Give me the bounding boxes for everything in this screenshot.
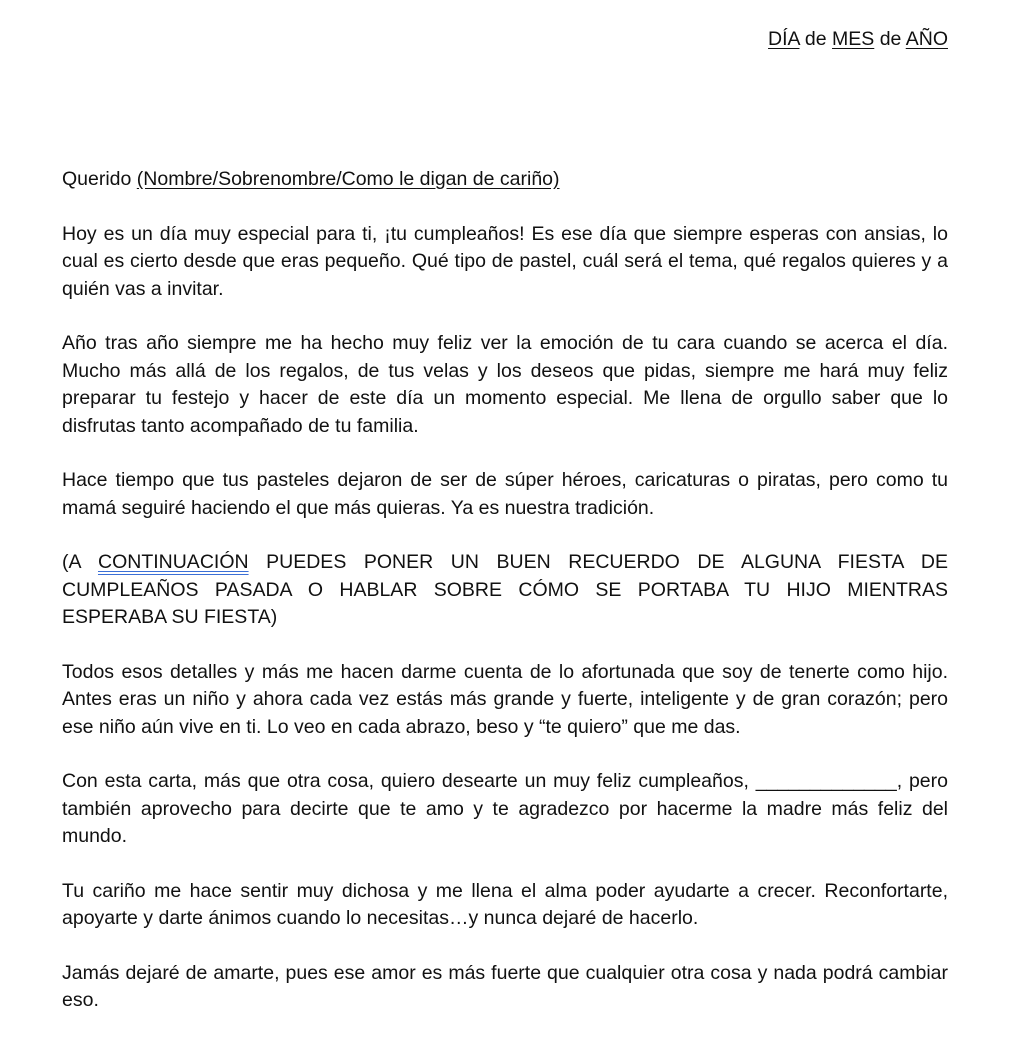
paragraph-emotion: Año tras año siempre me ha hecho muy feliz ver la emoción de tu cara cuando se acerca el día. Mucho más allá de los regalos, de tus velas y los deseos que pidas, siempre me hará muy feliz preparar tu festejo y hacer de este día un momento especial. Me llena de orgullo saber que lo disfrutas tanto acompañado de tu familia.	[62, 332, 948, 437]
instruction-rest: PUEDES PONER UN BUEN RECUERDO DE ALGUNA FIESTA DE CUMPLEAÑOS PASADA O HABLAR SOBRE CÓMO SE PORTABA TU HIJO MIENTRAS ESPERABA SU FIESTA)	[62, 551, 948, 628]
instruction-open: (A	[62, 551, 98, 573]
paragraph-closing: Jamás dejaré de amarte, pues ese amor es más fuerte que cualquier otra cosa y nada podrá cambiar eso.	[62, 961, 948, 1011]
letter-body	[62, 166, 948, 1042]
spellcheck-flagged-word: CONTINUACIÓN	[97, 551, 249, 573]
date-line	[768, 26, 948, 52]
wish-after: pero también aprovecho para decirte que te amo y te agradezco por hacerme la madre más feliz del mundo.	[62, 770, 948, 847]
date-sep-2: de	[874, 28, 906, 50]
paragraph-wish	[62, 768, 948, 851]
date-year: AÑO	[905, 28, 948, 50]
instruction-paragraph	[62, 549, 948, 632]
paragraph-tradition: Hace tiempo que tus pasteles dejaron de ser de súper héroes, caricaturas o piratas, pero como tu mamá seguiré haciendo el que más quieras. Ya es nuestra tradición.	[62, 469, 948, 519]
date-sep-1: de	[799, 28, 833, 50]
paragraph-affection: Tu cariño me hace sentir muy dichosa y me llena el alma poder ayudarte a crecer. Reconfortarte, apoyarte y darte ánimos cuando lo necesitas…y nunca dejaré de hacerlo.	[62, 879, 948, 929]
paragraph-details: Todos esos detalles y más me hacen darme cuenta de lo afortunada que soy de tenerte como hijo. Antes eras un niño y ahora cada vez estás más grande y fuerte, inteligente y de gran corazón; pero ese niño aún vive en ti. Lo veo en cada abrazo, beso y “te quiero” que me das.	[62, 660, 948, 738]
name-blank: _____________,	[755, 770, 903, 792]
greeting-name-placeholder: (Nombre/Sobrenombre/Como le digan de cariño)	[136, 168, 560, 190]
paragraph-birthday: Hoy es un día muy especial para ti, ¡tu cumpleaños! Es ese día que siempre esperas con ansias, lo cual es cierto desde que eras pequeño. Qué tipo de pastel, cuál será el tema, qué regalos quieres y a quién vas a invitar.	[62, 222, 948, 300]
date-day: DÍA	[768, 28, 800, 50]
greeting-prefix: Querido	[62, 168, 137, 190]
greeting-line	[62, 166, 948, 194]
date-month: MES	[832, 28, 875, 50]
wish-before: Con esta carta, más que otra cosa, quiero desearte un muy feliz cumpleaños,	[62, 770, 756, 792]
